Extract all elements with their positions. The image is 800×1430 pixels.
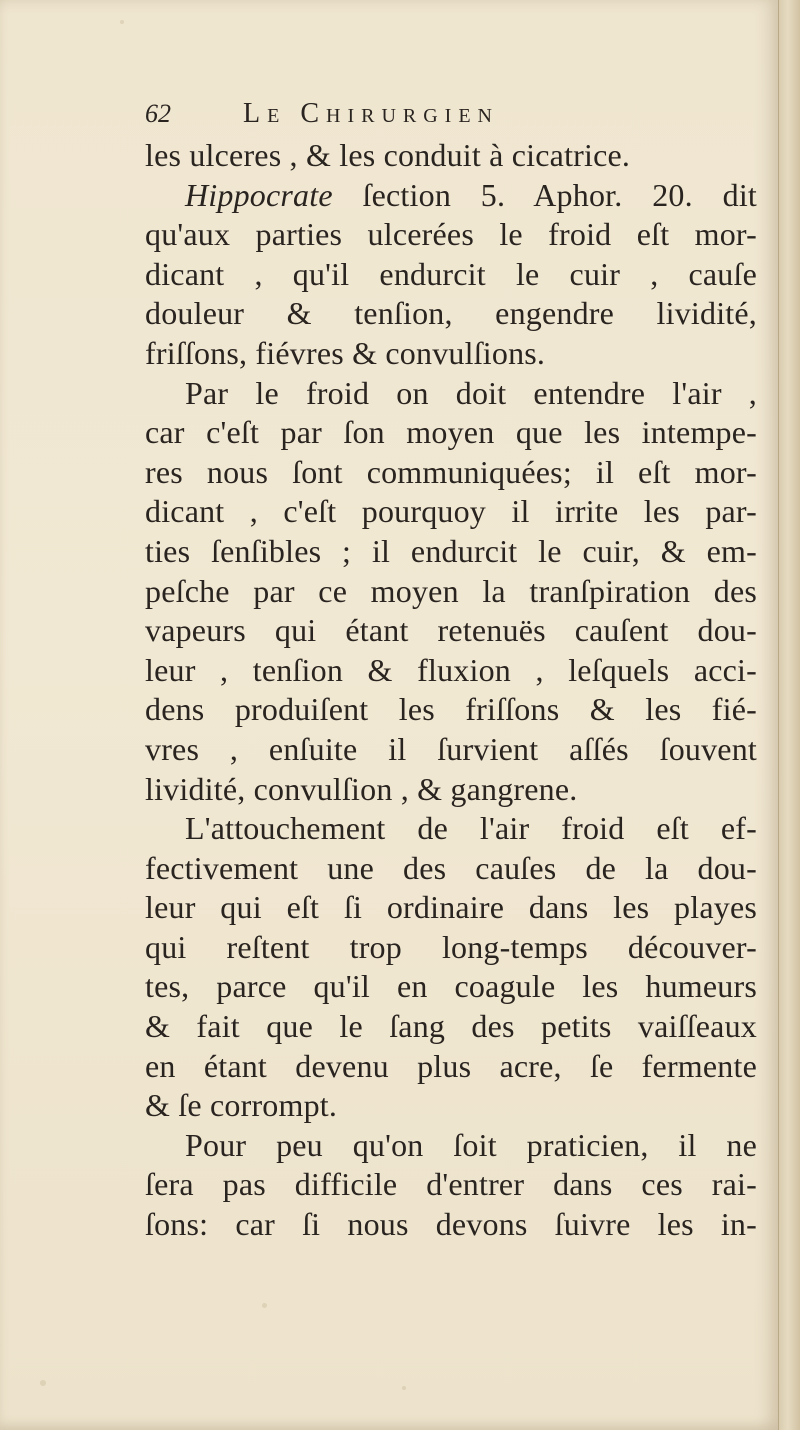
- text-line: ties ſenſibles ; il endurcit le cuir, & em-: [145, 532, 757, 569]
- text-line: vres , enſuite il ſurvient aſſés ſouvent: [145, 730, 757, 767]
- running-head: [145, 92, 757, 136]
- text-line: dicant , c'eſt pourquoy il irrite les par-: [145, 493, 757, 530]
- paragraph: [145, 136, 757, 176]
- text-line: res nous ſont communiquées; il eſt mor-: [145, 453, 757, 490]
- paper-stain: [262, 1303, 267, 1308]
- text-line: car c'eſt par ſon moyen que les intempe-: [145, 414, 757, 451]
- text-line: & ſe corrompt.: [145, 1087, 338, 1124]
- text-line: en étant devenu plus acre, ſe fermente: [145, 1047, 757, 1084]
- text-line: & fait que le ſang des petits vaiſſeaux: [145, 1008, 757, 1045]
- text-line: vapeurs qui étant retenuës cauſent dou-: [145, 612, 757, 649]
- paragraph: [145, 1126, 757, 1245]
- body-text: [145, 136, 757, 1245]
- paper-stain: [402, 1386, 406, 1390]
- text-line: leur , tenſion & fluxion , leſquels acci-: [145, 651, 757, 688]
- text-line: qui reſtent trop long-temps découver-: [145, 928, 757, 965]
- text-line: Par le froid on doit entendre l'air ,: [185, 374, 757, 411]
- text-line: douleur & tenſion, engendre lividité,: [145, 295, 757, 332]
- running-title: Le Chirurgien: [243, 98, 499, 129]
- text-line: fectivement une des cauſes de la dou-: [145, 849, 757, 886]
- paper-stain: [40, 1380, 46, 1386]
- text-line: peſche par ce moyen la tranſpiration des: [145, 572, 757, 609]
- text-line: dicant , qu'il endurcit le cuir , cauſe: [145, 255, 757, 292]
- page-text: [145, 92, 757, 1245]
- page-edge: [778, 0, 800, 1430]
- text-line: ſons: car ſi nous devons ſuivre les in-: [145, 1206, 757, 1243]
- text-line: tes, parce qu'il en coagule les humeurs: [145, 968, 757, 1005]
- text-line: Pour peu qu'on ſoit praticien, il ne: [185, 1126, 757, 1163]
- text-line: les ulceres , & les conduit à cicatrice.: [145, 137, 631, 173]
- paragraph: [145, 809, 757, 1126]
- text-line: ſera pas difficile d'entrer dans ces rai-: [145, 1166, 757, 1203]
- paragraph: [145, 374, 757, 810]
- paragraph: [145, 176, 757, 374]
- page-number: 62: [145, 99, 171, 128]
- text-line: Hippocrate ſection 5. Aphor. 20. dit: [185, 176, 757, 213]
- text-line: leur qui eſt ſi ordinaire dans les playes: [145, 889, 757, 926]
- text-line: dens produiſent les friſſons & les fié-: [145, 691, 757, 728]
- paper-stain: [120, 20, 124, 24]
- text-line: L'attouchement de l'air froid eſt ef-: [185, 810, 757, 847]
- text-line: friſſons, fiévres & convulſions.: [145, 334, 546, 371]
- text-line: qu'aux parties ulcerées le froid eſt mor-: [145, 216, 757, 253]
- italic-name: Hippocrate: [185, 176, 333, 213]
- text-line: lividité, convulſion , & gangrene.: [145, 770, 578, 807]
